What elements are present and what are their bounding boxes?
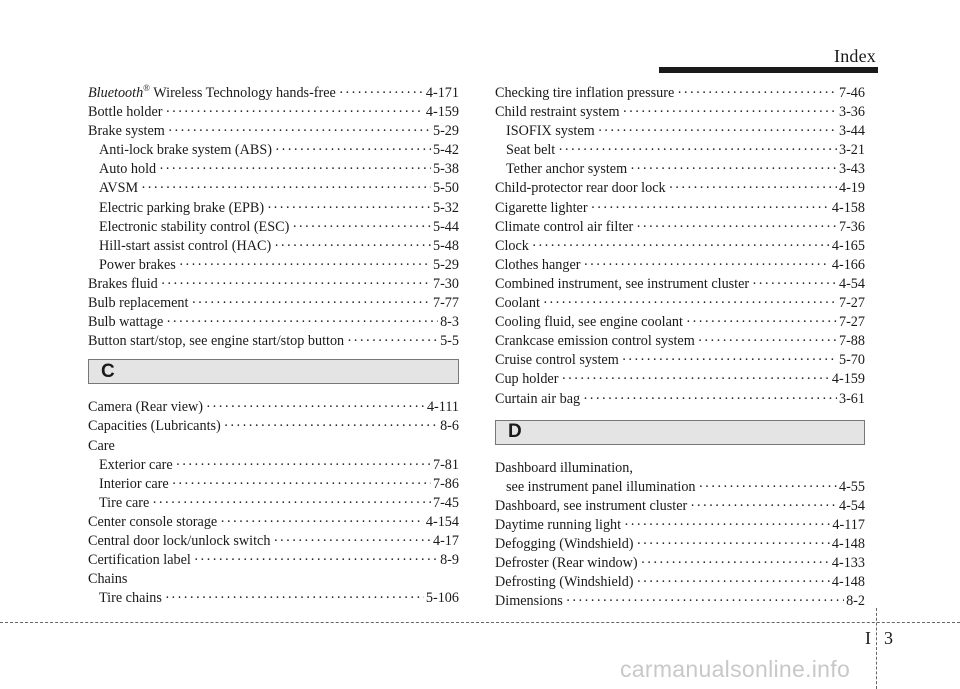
footer-divider [876,608,877,689]
index-entry [88,417,459,436]
index-entry-page: 4-55 [838,478,865,495]
index-entry [88,218,459,237]
leader-dots [630,160,837,179]
index-entry-label: Cooling fluid, see engine coolant [495,314,683,331]
index-entry-page: 5-42 [432,142,459,159]
leader-dots [622,351,837,370]
index-entry [88,398,459,417]
index-entry-label: Hill-start assist control (HAC) [99,237,272,254]
index-entry [88,84,459,103]
leader-dots [641,554,830,573]
index-entry-page: 4-148 [831,535,865,552]
index-entry-label: Child-protector rear door lock [495,180,666,197]
leader-dots [267,199,431,218]
footer-section: I [865,628,871,648]
right-column [495,84,865,611]
index-entry [495,351,865,370]
leader-dots [598,122,837,141]
index-entry-label: AVSM [99,180,139,197]
index-entry-label: Bottle holder [88,104,163,121]
leader-dots [206,398,425,417]
index-entry-label: Seat belt [506,142,556,159]
index-entry-label: Tire care [99,494,150,511]
index-entry-label: Checking tire inflation pressure [495,85,675,101]
d-entries [495,459,865,612]
leader-dots [584,256,830,275]
index-entry-page: 4-154 [425,513,459,530]
index-entry-label: Defrosting (Windshield) [495,574,634,591]
index-entry [88,456,459,475]
index-entry [495,516,865,535]
leader-dots [591,199,830,218]
leader-dots [275,141,431,160]
index-entry [88,332,459,351]
index-entry-page: 7-27 [838,314,865,331]
index-entry [495,275,865,294]
index-entry-label: Climate control air filter [495,218,634,235]
leader-dots [558,141,837,160]
section-c-header [88,359,459,384]
index-entry-page: 5-29 [432,256,459,273]
index-entry-label: Electric parking brake (EPB) [99,199,265,216]
leader-dots [543,294,837,313]
index-entry-label: Auto hold [99,161,157,178]
index-entry-page: 4-159 [831,371,865,388]
index-entry-page: 5-5 [440,333,459,350]
leader-dots [159,160,431,179]
index-entry-page: 8-9 [440,552,459,569]
index-entry-page: 5-48 [432,237,459,254]
index-entry [88,294,459,313]
index-entry [495,332,865,351]
index-entry-page: 4-54 [838,497,865,514]
index-entry-page: 5-106 [425,590,459,607]
index-entry-label: Chains [88,571,128,588]
leader-dots [561,370,829,389]
leader-dots [152,494,431,513]
index-entry-label: Daytime running light [495,516,622,533]
index-entry-label: Combined instrument, see instrument cluster [495,275,750,292]
index-entry-page: 3-43 [838,161,865,178]
index-entry-label: ISOFIX system [506,123,595,140]
c-entries-right [495,84,865,409]
leader-dots [699,478,837,497]
section-c-letter: C [101,360,115,382]
index-entry-page: 7-30 [432,275,459,292]
index-entry-label: Electronic stability control (ESC) [99,218,290,235]
index-entry [495,370,865,389]
index-entry [495,497,865,516]
index-entry-label: Interior care [99,475,169,492]
index-entry-page: 4-148 [831,574,865,591]
c-entries-left [88,398,459,608]
index-entry [495,256,865,275]
leader-dots [176,456,431,475]
index-entry [88,532,459,551]
index-entry-label: Power brakes [99,256,176,273]
leader-dots [583,390,837,409]
leader-dots [224,417,438,436]
index-entry-label: Bulb wattage [88,314,164,331]
index-entry-label: Clothes hanger [495,256,581,273]
leader-dots [623,103,837,122]
b-entries [88,84,459,351]
leader-dots [172,475,431,494]
index-entry [495,160,865,179]
index-entry-page: 4-133 [831,555,865,572]
index-entry-page: 4-165 [831,237,865,254]
index-entry-label: Curtain air bag [495,390,581,407]
spacer [495,409,865,420]
index-entry [88,589,459,608]
index-entry [495,122,865,141]
spacer [88,384,459,398]
index-entry [495,141,865,160]
index-entry [495,459,865,478]
leader-dots [637,573,830,592]
index-entry-label: Button start/stop, see engine start/stop button [88,333,345,350]
index-entry [495,535,865,554]
index-entry [495,554,865,573]
index-entry-label-italic: Bluetooth [88,85,144,101]
index-entry [495,592,865,611]
index-entry-label: Brake system [88,123,165,140]
index-entry-page: 7-45 [432,494,459,511]
leader-dots [274,237,431,256]
leader-dots [677,84,837,103]
leader-dots [161,275,431,294]
leader-dots [273,532,431,551]
index-entry-page: 7-36 [838,218,865,235]
index-entry [88,313,459,332]
index-entry-label: see instrument panel illumination [506,478,696,495]
index-entry-label: Care [88,437,115,454]
leader-dots [292,218,431,237]
index-entry [88,237,459,256]
leader-dots [690,497,837,516]
index-header-title: Index [834,46,876,66]
index-entry [88,494,459,513]
leader-dots [220,513,424,532]
leader-dots [191,294,431,313]
spacer [88,351,459,359]
leader-dots [194,551,438,570]
index-entry-label: Tire chains [99,590,162,607]
index-entry-page: 7-27 [838,295,865,312]
index-entry-label: Cigarette lighter [495,199,588,216]
index-entry [495,103,865,122]
index-entry-page: 4-158 [831,199,865,216]
index-entry [88,199,459,218]
leader-dots [532,237,830,256]
index-entry [88,551,459,570]
index-entry-label: Exterior care [99,456,173,473]
index-entry-label: Center console storage [88,513,218,530]
index-entry-label: Dashboard illumination, [495,459,633,476]
index-entry [88,256,459,275]
index-entry-label: Cruise control system [495,352,619,369]
leader-dots [339,84,424,103]
index-entry-label: Capacities (Lubricants) [88,418,221,435]
index-entry [495,478,865,497]
leader-dots [141,179,431,198]
index-entry [88,570,459,589]
index-entry-page: 4-171 [425,85,459,101]
index-entry-page: 4-54 [838,275,865,292]
index-entry [495,237,865,256]
index-entry [495,199,865,218]
section-d-header [495,420,865,445]
index-entry-label: Central door lock/unlock switch [88,532,271,549]
index-entry-page: 4-117 [832,516,865,533]
index-entry [88,179,459,198]
leader-dots [165,589,424,608]
index-entry-label: Dashboard, see instrument cluster [495,497,688,514]
index-entry-label: Dimensions [495,593,563,610]
index-entry [495,179,865,198]
index-entry-page: 4-17 [432,532,459,549]
leader-dots [686,313,837,332]
index-entry-label: Bluetooth® Wireless Technology hands-free [88,83,336,101]
index-entry [88,513,459,532]
index-entry [88,437,459,456]
index-entry-label: Crankcase emission control system [495,333,695,350]
index-entry-label: Anti-lock brake system (ABS) [99,142,272,159]
index-entry-label: Defogging (Windshield) [495,535,634,552]
leader-dots [166,313,438,332]
index-entry [88,275,459,294]
leader-dots [179,256,431,275]
index-entry-page: 4-111 [426,399,459,416]
index-entry-page: 8-3 [440,314,459,331]
index-entry-page: 7-46 [838,85,865,101]
leader-dots [566,592,844,611]
section-d-letter: D [508,421,522,443]
index-entry-page: 7-86 [432,475,459,492]
index-entry [88,160,459,179]
index-entry-page: 7-77 [432,295,459,312]
index-entry-page: 5-50 [432,180,459,197]
leader-dots [347,332,438,351]
leader-dots [168,122,431,141]
index-entry-page: 5-70 [838,352,865,369]
index-entry [495,294,865,313]
leader-dots [698,332,837,351]
index-entry-label: Coolant [495,295,540,312]
index-entry-page: 5-29 [432,123,459,140]
index-entry [88,141,459,160]
index-entry-page: 7-81 [432,456,459,473]
leader-dots [624,516,830,535]
leader-dots [752,275,837,294]
index-entry-page: 5-32 [432,199,459,216]
registered-mark: ® [143,83,151,93]
leader-dots [637,535,830,554]
index-entry-page: 5-44 [432,218,459,235]
footer-rule [0,622,960,623]
index-entry-page: 4-19 [838,180,865,197]
footer-page-number: 3 [884,628,893,648]
index-entry [495,313,865,332]
index-entry-page: 3-61 [838,390,865,407]
index-entry [495,390,865,409]
leader-dots [669,179,837,198]
index-entry-label: Brakes fluid [88,275,158,292]
index-entry-label: Tether anchor system [506,161,628,178]
watermark: carmanualsonline.info [620,656,851,682]
index-entry-page: 3-44 [838,123,865,140]
index-entry [495,573,865,592]
index-entry [88,122,459,141]
index-entry [88,103,459,122]
index-entry-label: Child restraint system [495,104,620,121]
index-entry-label: Camera (Rear view) [88,399,204,416]
index-entry-page: 3-36 [838,104,865,121]
index-entry-page: 7-88 [838,333,865,350]
spacer [495,445,865,459]
header-rule [659,67,878,73]
index-entry-page: 4-166 [831,256,865,273]
index-entry [495,218,865,237]
left-column [88,84,459,608]
index-entry [88,475,459,494]
index-entry-label: Bulb replacement [88,295,189,312]
index-entry-page: 8-2 [846,593,865,610]
leader-dots [165,103,423,122]
index-entry-label: Defroster (Rear window) [495,555,638,572]
index-entry-page: 5-38 [432,161,459,178]
index-entry [495,84,865,103]
index-entry-label: Clock [495,237,529,254]
index-entry-page: 3-21 [838,142,865,159]
leader-dots [636,218,837,237]
index-entry-label: Cup holder [495,371,559,388]
index-entry-page: 4-159 [425,104,459,121]
index-entry-label: Certification label [88,552,191,569]
index-entry-page: 8-6 [440,418,459,435]
